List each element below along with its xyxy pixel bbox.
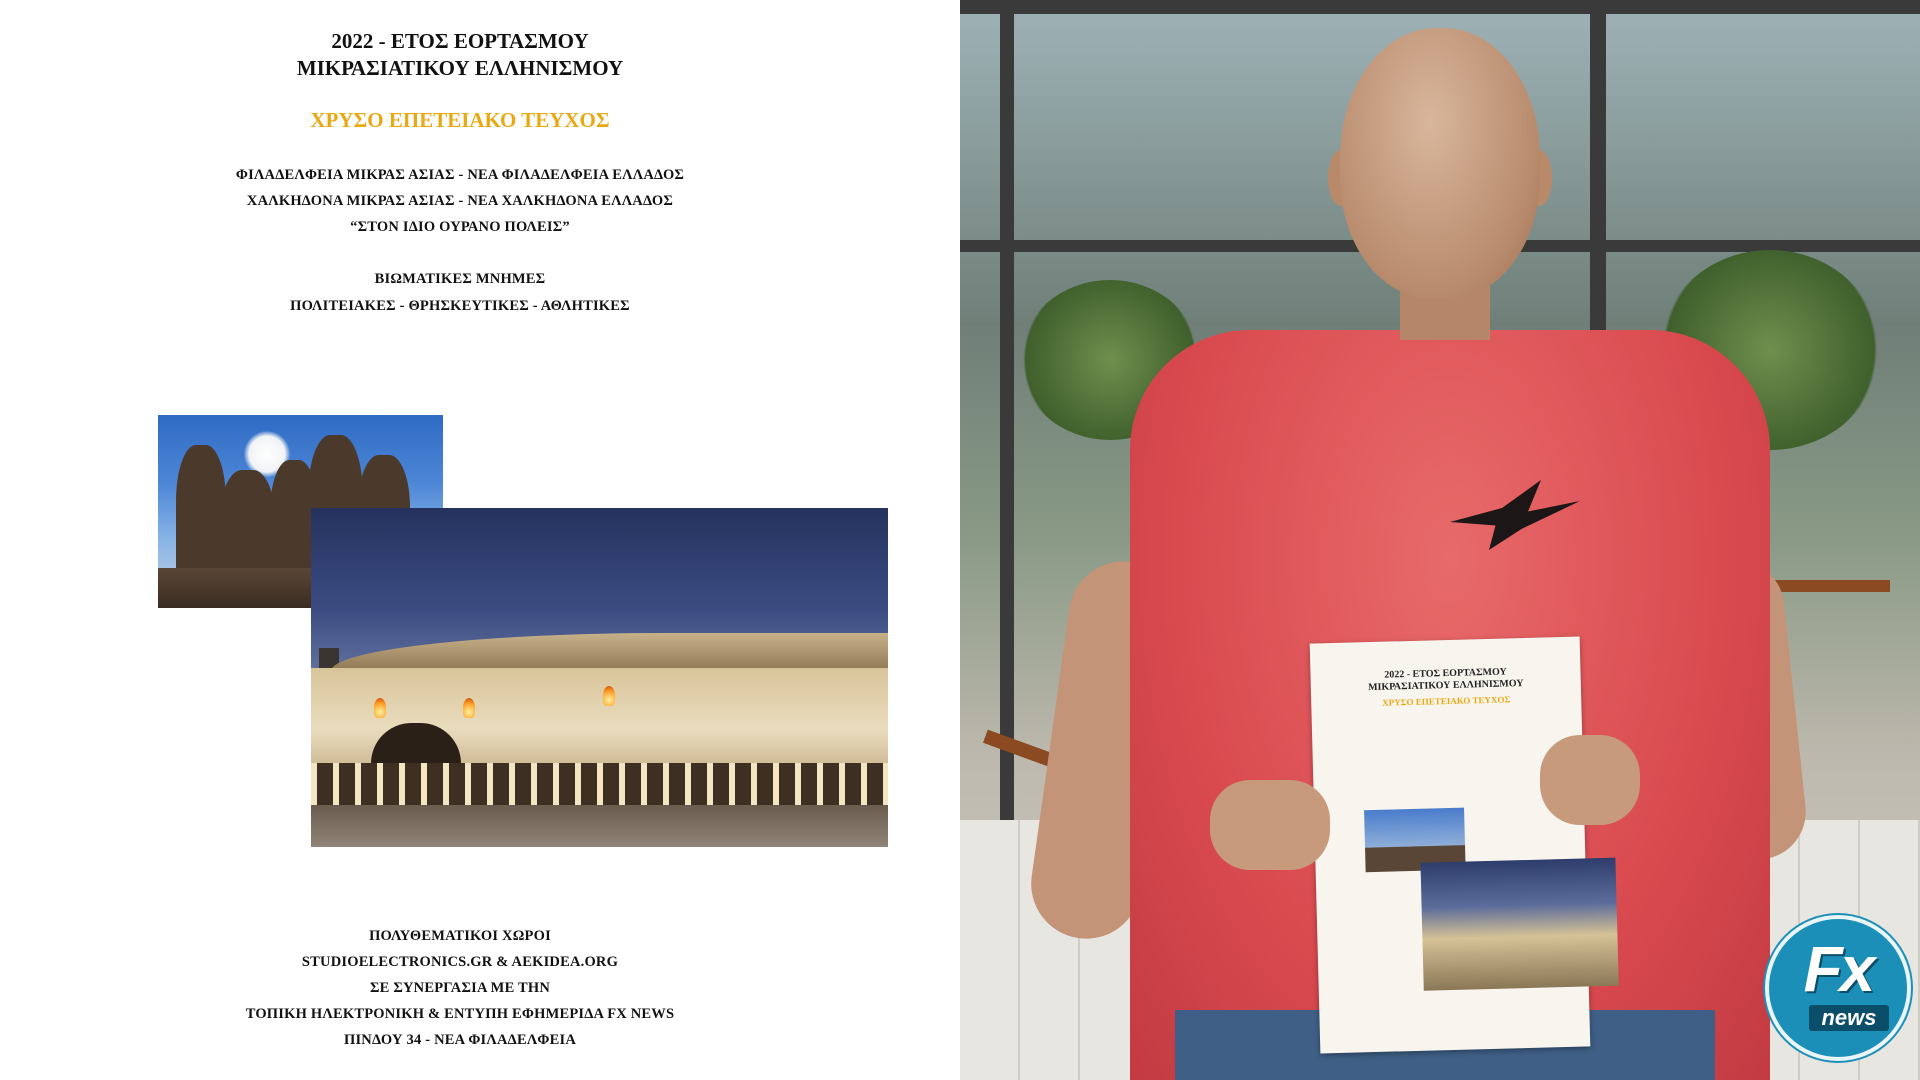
cover-page (0, 0, 955, 1080)
booklet-title-line1: 2022 - ΕΤΟΣ ΕΟΡΤΑΣΜΟΥ (1384, 666, 1507, 681)
window-frame (1000, 0, 1014, 820)
fx-news-logo (1765, 915, 1911, 1061)
portrait-photo (960, 0, 1920, 1080)
head (1340, 28, 1540, 298)
cover-footer-2: STUDIOELECTRONICS.GR & AEKIDEA.ORG (301, 954, 619, 970)
fx-logo-text: Fx (1803, 933, 1873, 1005)
cover-subtitle: ΧΡΥΣΟ ΕΠΕΤΕΙΑΚΟ ΤΕΥΧΟΣ (310, 108, 610, 132)
booklet-title-line2: ΜΙΚΡΑΣΙΑΤΙΚΟΥ ΕΛΛΗΝΙΣΜΟΥ (1367, 678, 1524, 694)
cover-line-a3: “ΣΤΟΝ ΙΔΙΟ ΟΥΡΑΝΟ ΠΟΛΕΙΣ” (350, 219, 570, 235)
cover-line-a2: ΧΑΛΚΗΔΟΝΑ ΜΙΚΡΑΣ ΑΣΙΑΣ - ΝΕΑ ΧΑΛΚΗΔΟΝΑ ΕΛΛΑΔΟΣ (246, 193, 674, 209)
left-hand (1210, 780, 1330, 870)
statue-figure (176, 445, 226, 585)
cover-line-b1: ΒΙΩΜΑΤΙΚΕΣ ΜΝΗΜΕΣ (374, 271, 546, 287)
right-hand (1540, 735, 1640, 825)
held-booklet (1310, 637, 1591, 1054)
cover-footer-4: ΤΟΠΙΚΗ ΗΛΕΚΤΡΟΝΙΚΗ & ΕΝΤΥΠΗ ΕΦΗΜΕΡΙΔΑ FX NEWS (245, 1006, 675, 1022)
stadium-photo (311, 508, 888, 847)
stadium-roof (331, 633, 888, 671)
cover-title-line2: ΜΙΚΡΑΣΙΑΤΙΚΟΥ ΕΛΛΗΝΙΣΜΟΥ (296, 56, 624, 80)
torch-flame (603, 686, 615, 706)
cover-footer-5: ΠΙΝΔΟΥ 34 - ΝΕΑ ΦΙΛΑΔΕΛΦΕΙΑ (343, 1032, 577, 1048)
stadium-arches (311, 763, 888, 808)
torch-flame (374, 698, 386, 718)
cover-line-a1: ΦΙΛΑΔΕΛΦΕΙΑ ΜΙΚΡΑΣ ΑΣΙΑΣ - ΝΕΑ ΦΙΛΑΔΕΛΦΕΙΑ ΕΛΛΑΔΟΣ (235, 167, 685, 183)
ceiling-beam (960, 0, 1920, 14)
cover-line-b2: ΠΟΛΙΤΕΙΑΚΕΣ - ΘΡΗΣΚΕΥΤΙΚΕΣ - ΑΘΛΗΤΙΚΕΣ (290, 298, 630, 314)
booklet-stadium-image (1420, 858, 1618, 991)
news-logo-text: news (1809, 1005, 1889, 1031)
torch-flame (463, 698, 475, 718)
cover-footer-3: ΣΕ ΣΥΝΕΡΓΑΣΙΑ ΜΕ ΤΗΝ (369, 980, 551, 996)
cover-title-line1: 2022 - ΕΤΟΣ ΕΟΡΤΑΣΜΟΥ (331, 29, 589, 53)
cover-footer-1: ΠΟΛΥΘΕΜΑΤΙΚΟΙ ΧΩΡΟΙ (369, 928, 551, 944)
crowd-ground (311, 805, 888, 847)
booklet-subtitle: ΧΡΥΣΟ ΕΠΕΤΕΙΑΚΟ ΤΕΥΧΟΣ (1381, 694, 1511, 708)
